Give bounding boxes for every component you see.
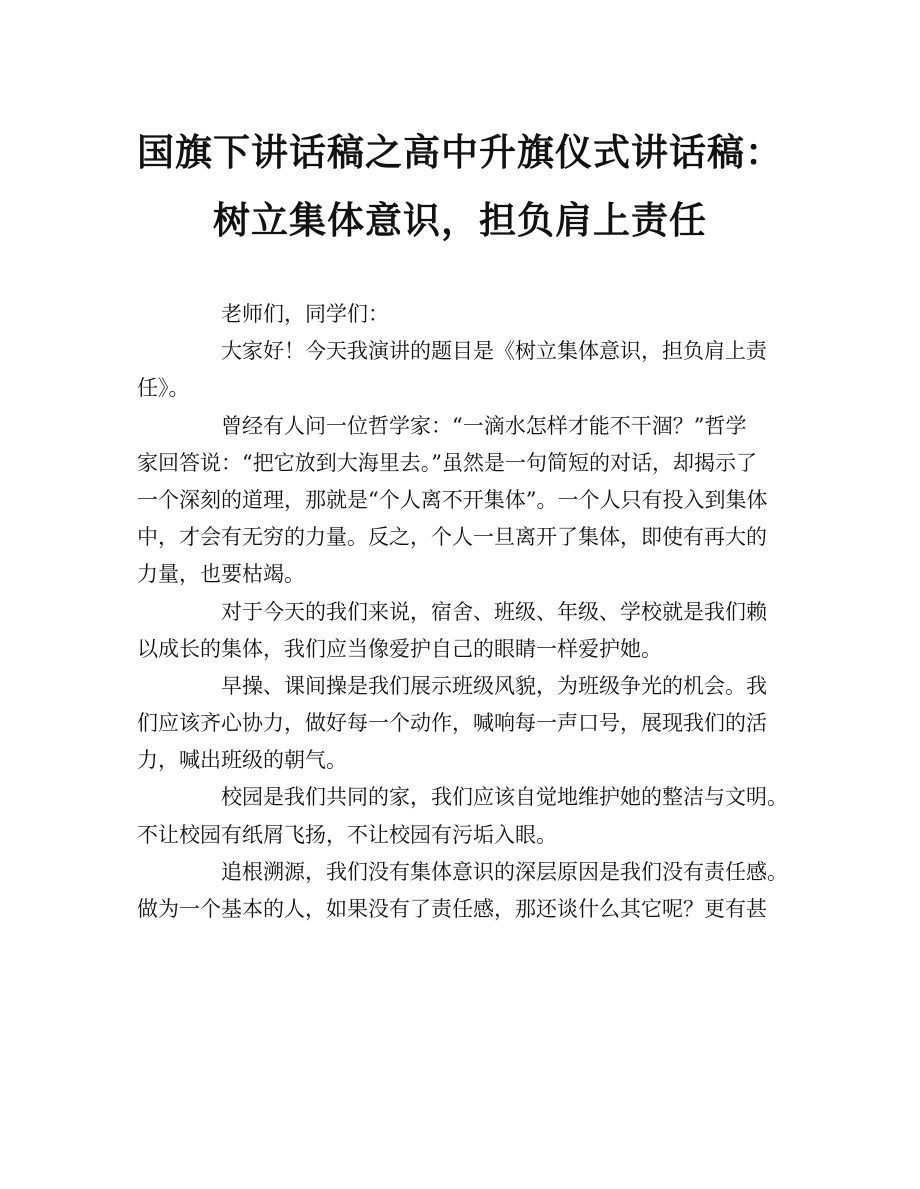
- text-line: 力，喊出班级的朝气。: [137, 748, 347, 773]
- text-line: 校园是我们共同的家，我们应该自觉地维护她的整洁与文明。: [221, 785, 788, 810]
- text-line: 们应该齐心协力，做好每一个动作，喊响每一声口号，展现我们的活: [137, 711, 767, 736]
- paragraph-exercise: [137, 668, 789, 780]
- paragraph-greeting: [137, 296, 789, 333]
- text-line: 追根溯源，我们没有集体意识的深层原因是我们没有责任感。: [221, 859, 788, 884]
- paragraph-collective: [137, 594, 789, 668]
- paragraph-philosopher: [137, 408, 789, 594]
- text-line: 大家好！今天我演讲的题目是《树立集体意识，担负肩上责: [221, 339, 767, 364]
- document-title-line-2: 树立集体意识，担负肩上责任: [213, 199, 707, 242]
- text-line: 家回答说：“把它放到大海里去。”虽然是一句简短的对话，却揭示了: [137, 450, 757, 475]
- paragraph-topic: [137, 333, 789, 407]
- paragraph-responsibility: [137, 854, 789, 928]
- text-line: 中，才会有无穷的力量。反之，个人一旦离开了集体，即使有再大的: [137, 525, 767, 550]
- text-line: 早操、课间操是我们展示班级风貌，为班级争光的机会。我: [221, 673, 767, 698]
- text-line: 做为一个基本的人，如果没有了责任感，那还谈什么其它呢？更有甚: [137, 897, 767, 921]
- document-title-line-1: 国旗下讲话稿之高中升旗仪式讲话稿：: [137, 131, 783, 174]
- text-line: 一个深刻的道理，那就是“个人离不开集体”。一个人只有投入到集体: [137, 487, 768, 512]
- text-line: 对于今天的我们来说，宿舍、班级、年级、学校就是我们赖: [221, 599, 767, 624]
- text-line: 任》。: [137, 376, 190, 401]
- text-line: 曾经有人问一位哲学家：“一滴水怎样才能不干涸？”哲学: [221, 413, 747, 438]
- text-line: 不让校园有纸屑飞扬，不让校园有污垢入眼。: [137, 822, 557, 847]
- paragraph-campus: [137, 779, 789, 853]
- text-line: 以成长的集体，我们应当像爱护自己的眼睛一样爱护她。: [137, 636, 662, 661]
- document-body: [137, 296, 789, 928]
- text-line: 老师们，同学们：: [221, 302, 389, 326]
- text-line: 力量，也要枯竭。: [137, 562, 305, 587]
